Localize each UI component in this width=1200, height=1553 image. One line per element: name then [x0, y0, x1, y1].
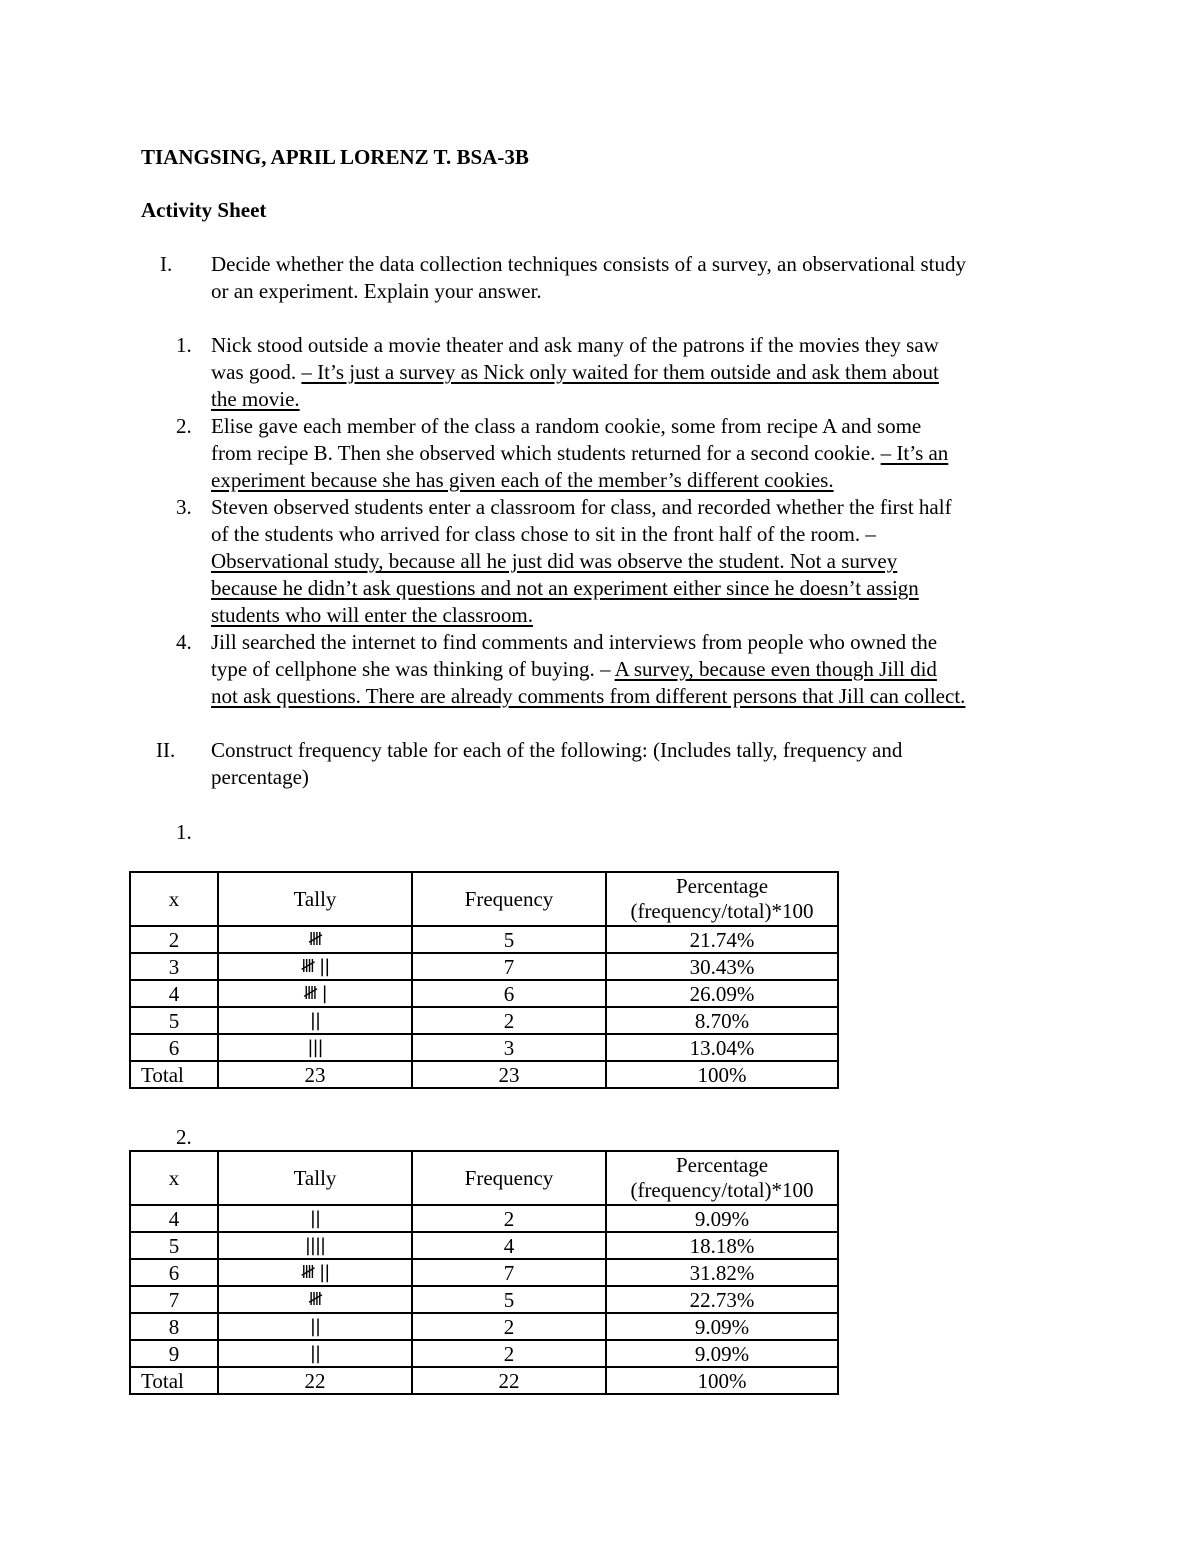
item-3-answer: Observational study, because all he just did was observe the student. Not a survey: [211, 549, 898, 573]
frequency-table-2: [129, 1150, 839, 1395]
x-value: 5: [130, 1007, 218, 1034]
item-1-number: 1.: [176, 333, 192, 357]
percentage-value: 18.18%: [606, 1232, 838, 1259]
percentage-value: 8.70%: [606, 1007, 838, 1034]
percentage-value: 9.09%: [606, 1205, 838, 1232]
frequency-value: 3: [412, 1034, 606, 1061]
table-total-row: [130, 1367, 838, 1394]
table-row: [130, 1286, 838, 1313]
frequency-value: 5: [412, 926, 606, 953]
x-value: 6: [130, 1259, 218, 1286]
frequency-value: 4: [412, 1232, 606, 1259]
frequency-total: 22: [412, 1367, 606, 1394]
part-two-instruction-line-2: percentage): [211, 765, 309, 789]
table-header-row: [130, 1151, 838, 1205]
frequency-value: 2: [412, 1313, 606, 1340]
table-row: [130, 926, 838, 953]
tally-mark: ||: [218, 1313, 412, 1340]
item-1-answer: – It’s just a survey as Nick only waited for them outside and ask them about: [301, 360, 939, 384]
part-two-instruction-line-1: Construct frequency table for each of the following: (Includes tally, frequency and: [211, 738, 903, 762]
item-2-number: 2.: [176, 414, 192, 438]
column-header-x: x: [130, 872, 218, 926]
table-row: [130, 1034, 838, 1061]
table-row: [130, 1232, 838, 1259]
x-value: 2: [130, 926, 218, 953]
item-4-line-3: not ask questions. There are already comments from different persons that Jill can collect.: [211, 684, 966, 708]
tally-mark: ||: [218, 1205, 412, 1232]
x-value: 7: [130, 1286, 218, 1313]
sheet-title: Activity Sheet: [141, 198, 267, 222]
item-1-line-2: was good. – It’s just a survey as Nick only waited for them outside and ask them about: [211, 360, 939, 384]
column-header-percentage: Percentage (frequency/total)*100: [606, 1151, 838, 1205]
table-2-label: 2.: [176, 1125, 192, 1149]
percentage-value: 22.73%: [606, 1286, 838, 1313]
frequency-value: 7: [412, 953, 606, 980]
x-value: 3: [130, 953, 218, 980]
x-value: 9: [130, 1340, 218, 1367]
table-total-row: [130, 1061, 838, 1088]
item-4-number: 4.: [176, 630, 192, 654]
item-4-line-1: Jill searched the internet to find comments and interviews from people who owned the: [211, 630, 938, 654]
item-4-line-2: type of cellphone she was thinking of buying. – A survey, because even though Jill did: [211, 657, 937, 681]
column-header-percentage: Percentage (frequency/total)*100: [606, 872, 838, 926]
item-3-number: 3.: [176, 495, 192, 519]
frequency-value: 6: [412, 980, 606, 1007]
percentage-value: 26.09%: [606, 980, 838, 1007]
percentage-value: 13.04%: [606, 1034, 838, 1061]
frequency-value: 5: [412, 1286, 606, 1313]
item-3-line-2: of the students who arrived for class chose to sit in the front half of the room. –: [211, 522, 876, 546]
column-header-frequency: Frequency: [412, 872, 606, 926]
item-2-line-1: Elise gave each member of the class a random cookie, some from recipe A and some: [211, 414, 922, 438]
x-value: 6: [130, 1034, 218, 1061]
x-value: 8: [130, 1313, 218, 1340]
frequency-value: 2: [412, 1340, 606, 1367]
percentage-value: 30.43%: [606, 953, 838, 980]
total-label: Total: [130, 1367, 218, 1394]
tally-mark: ||: [218, 1340, 412, 1367]
item-2-answer: – It’s an: [880, 441, 949, 465]
table-row: [130, 1340, 838, 1367]
table-row: [130, 1205, 838, 1232]
table-row: [130, 980, 838, 1007]
x-value: 5: [130, 1232, 218, 1259]
percentage-value: 9.09%: [606, 1313, 838, 1340]
frequency-value: 2: [412, 1007, 606, 1034]
tally-mark: 𝍸 |: [218, 980, 412, 1007]
tally-mark: 𝍸 ||: [218, 1259, 412, 1286]
table-row: [130, 1313, 838, 1340]
column-header-tally: Tally: [218, 872, 412, 926]
item-1-line-1: Nick stood outside a movie theater and ask many of the patrons if the movies they saw: [211, 333, 939, 357]
table-row: [130, 1007, 838, 1034]
item-3-line-1: Steven observed students enter a classroom for class, and recorded whether the first half: [211, 495, 952, 519]
tally-mark: 𝍸: [218, 1286, 412, 1313]
part-one-instruction-line-2: or an experiment. Explain your answer.: [211, 279, 542, 303]
x-value: 4: [130, 1205, 218, 1232]
tally-mark: ||||: [218, 1232, 412, 1259]
tally-mark: 𝍸: [218, 926, 412, 953]
frequency-value: 2: [412, 1205, 606, 1232]
column-header-x: x: [130, 1151, 218, 1205]
frequency-value: 7: [412, 1259, 606, 1286]
student-name-line: TIANGSING, APRIL LORENZ T. BSA-3B: [141, 145, 529, 169]
frequency-table-1: [129, 871, 839, 1089]
tally-total: 23: [218, 1061, 412, 1088]
part-one-numeral: I.: [160, 252, 173, 276]
percentage-total: 100%: [606, 1061, 838, 1088]
tally-total: 22: [218, 1367, 412, 1394]
table-header-row: [130, 872, 838, 926]
x-value: 4: [130, 980, 218, 1007]
item-3-line-4: because he didn’t ask questions and not an experiment either since he doesn’t assign: [211, 576, 919, 600]
item-2-line-3: experiment because she has given each of the member’s different cookies.: [211, 468, 834, 492]
column-header-tally: Tally: [218, 1151, 412, 1205]
total-label: Total: [130, 1061, 218, 1088]
table-row: [130, 953, 838, 980]
percentage-value: 21.74%: [606, 926, 838, 953]
item-3-line-3: [211, 548, 897, 575]
part-two-numeral: II.: [156, 738, 176, 762]
item-4-answer: A survey, because even though Jill did: [614, 657, 937, 681]
tally-mark: 𝍸 ||: [218, 953, 412, 980]
table-1-label: 1.: [176, 820, 192, 844]
frequency-total: 23: [412, 1061, 606, 1088]
tally-mark: ||: [218, 1007, 412, 1034]
column-header-frequency: Frequency: [412, 1151, 606, 1205]
item-2-line-2: from recipe B. Then she observed which students returned for a second cookie. – It’s an: [211, 441, 949, 465]
item-1-line-3: the movie.: [211, 387, 300, 411]
item-3-line-5: students who will enter the classroom.: [211, 603, 533, 627]
percentage-value: 31.82%: [606, 1259, 838, 1286]
table-row: [130, 1259, 838, 1286]
percentage-total: 100%: [606, 1367, 838, 1394]
part-one-instruction-line-1: Decide whether the data collection techniques consists of a survey, an observational study: [211, 252, 966, 276]
tally-mark: |||: [218, 1034, 412, 1061]
percentage-value: 9.09%: [606, 1340, 838, 1367]
